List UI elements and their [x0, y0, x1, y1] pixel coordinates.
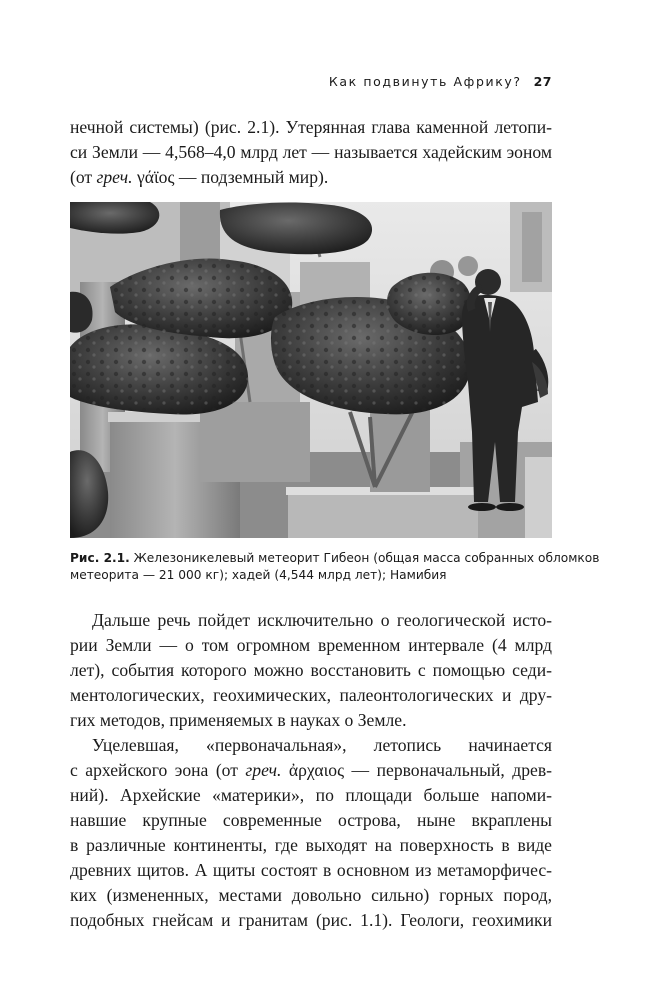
text-line: лет), события которого можно восстановить с помощью седи- [70, 660, 552, 680]
text-line: в различные континенты, где выходят на поверхность в виде [70, 835, 552, 855]
text-line [70, 758, 552, 783]
text-line: ний). Архейские «материки», по площади больше напоми- [70, 785, 552, 805]
text-line: ментологических, геохимических, палеонтологических и дру- [70, 685, 552, 705]
text-fragment: γάϊος — подземный мир). [132, 167, 329, 187]
caption-line: метеорита — 21 000 кг); хадей (4,544 млрд лет); Намибия [70, 568, 447, 582]
paragraph-3 [70, 733, 552, 933]
chapter-title: Как подвинуть Африку? [328, 74, 522, 89]
text-fragment: ἀρχαιος — первоначальный, древ- [281, 760, 552, 780]
text-line: рии Земли — о том огромном временном интервале (4 млрд [70, 635, 552, 655]
paragraph-2 [70, 608, 552, 733]
figure-caption [70, 550, 600, 584]
text-fragment: (от [70, 167, 97, 187]
greek-abbreviation: греч. [245, 760, 282, 780]
text-fragment: с архейского эона (от [70, 760, 246, 780]
text-line: нечной системы) (рис. 2.1). Утерянная глава каменной летопи- [70, 117, 552, 137]
text-line: Дальше речь пойдет исключительно о геологической исто- [92, 610, 552, 630]
text-line [70, 165, 552, 190]
text-line: гих методов, применяемых в науках о Земле. [70, 710, 407, 730]
greek-abbreviation: греч. [96, 167, 133, 187]
text-line: древних щитов. А щиты состоят в основном из метаморфичес- [70, 860, 552, 880]
text-line: Уцелевшая, «первоначальная», летопись начинается [92, 735, 552, 755]
caption-text: Железоникелевый метеорит Гибеон (общая масса собранных обломков [129, 551, 600, 565]
running-header [329, 74, 552, 89]
caption-line [70, 550, 600, 567]
page-number: 27 [533, 74, 552, 89]
text-line: подобных гнейсам и гранитам (рис. 1.1). Геологи, геохимики [70, 910, 552, 930]
text-line: си Земли — 4,568–4,0 млрд лет — называется хадейским эоном [70, 142, 552, 162]
figure-label: Рис. 2.1. [70, 551, 130, 565]
text-line: навшие крупные современные острова, ныне вкраплены [70, 810, 552, 830]
text-line: ких (измененных, местами довольно сильно) горных пород, [70, 885, 552, 905]
figure-photo-gibeon-meteorite [70, 202, 552, 538]
intro-paragraph [70, 115, 552, 190]
